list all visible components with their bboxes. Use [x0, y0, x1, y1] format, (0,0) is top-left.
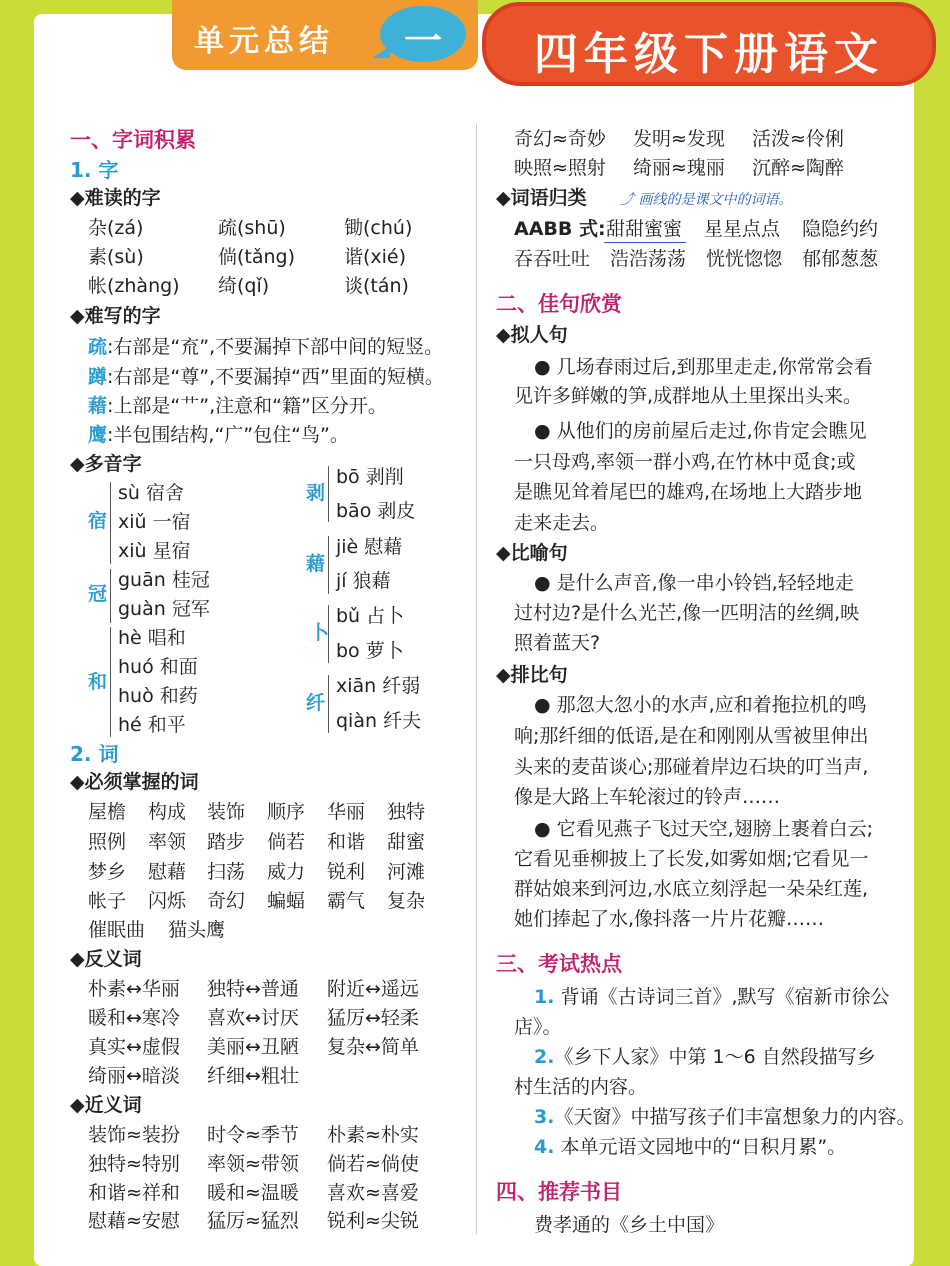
- polyphone-reading: qiàn 纤夫: [336, 710, 422, 732]
- exam-item-line: 店》。: [514, 1016, 562, 1038]
- polyphone-char: 冠: [88, 583, 108, 605]
- polyphone-reading: jiè 慰藉: [336, 536, 403, 558]
- word-item: 威力: [267, 861, 306, 883]
- word-item: 梦乡: [88, 861, 127, 883]
- synonym-item: 和谐≈祥和: [88, 1182, 180, 1204]
- polyphone-char: 卜: [310, 622, 330, 644]
- polyphone-reading: xiǔ 一宿: [118, 511, 191, 533]
- sentence-line: ● 从他们的房前屋后走过,你肯定会瞧见: [534, 420, 867, 442]
- word-item: 踏步: [207, 831, 246, 853]
- synonym-item: 率领≈带领: [207, 1153, 299, 1175]
- item-number: 2.: [534, 1046, 555, 1068]
- hard-write-note: :半包围结构,“广”包住“鸟”。: [107, 424, 349, 446]
- item-text: 《天窗》中描写孩子们丰富想象力的内容。: [554, 1106, 916, 1128]
- sentence-line: 她们捧起了水,像抖落一片片花瓣……: [514, 908, 825, 930]
- category-word: 吞吞吐吐: [514, 248, 591, 270]
- section-title: 二、佳句欣赏: [496, 292, 622, 316]
- hard-write-char: 疏: [88, 336, 108, 358]
- polyphone-reading: bo 萝卜: [336, 640, 404, 662]
- brace: [110, 569, 111, 623]
- word-item: 和谐: [327, 831, 366, 853]
- word-item: 独特: [387, 801, 426, 823]
- antonym-item: 复杂↔简单: [327, 1036, 419, 1058]
- polyphone-char: 藉: [306, 553, 326, 575]
- polyphone-reading: xiān 纤弱: [336, 675, 421, 697]
- exam-item-line: 村生活的内容。: [514, 1076, 648, 1098]
- antonym-item: 纤细↔粗壮: [207, 1065, 299, 1087]
- polyphone-reading: guàn 冠军: [118, 598, 210, 620]
- hard-write-line: [88, 395, 387, 418]
- antonym-item: 附近↔遥远: [327, 978, 419, 1000]
- synonym-item: 独特≈特别: [88, 1153, 180, 1175]
- polyphone-reading: bāo 剥皮: [336, 500, 416, 522]
- char-item: 疏(shū): [218, 217, 286, 239]
- group-title: ◆反义词: [70, 948, 142, 970]
- antonym-item: 真实↔虚假: [88, 1036, 180, 1058]
- note-text: 画线的是课文中的词语。: [638, 192, 793, 208]
- char-item: 杂(zá): [88, 217, 144, 239]
- word-item: 屋檐: [88, 801, 127, 823]
- unit-number-bubble: [380, 6, 466, 62]
- antonym-item: 绮丽↔暗淡: [88, 1065, 180, 1087]
- handwritten-note: ⤴ 画线的是课文中的词语。: [620, 192, 793, 208]
- char-item: 绮(qǐ): [218, 275, 270, 297]
- synonym-item: 朴素≈朴实: [327, 1124, 419, 1146]
- section-title: 四、推荐书目: [496, 1180, 622, 1204]
- item-text: 背诵《古诗词三首》,默写《宿新市徐公: [554, 986, 890, 1008]
- group-title: ◆难读的字: [70, 187, 161, 209]
- word-item: 催眠曲: [88, 919, 146, 941]
- char-item: 帐(zhàng): [88, 275, 180, 297]
- hard-write-line: [88, 424, 349, 447]
- item-number: 4.: [534, 1136, 555, 1158]
- section-title: 一、字词积累: [70, 128, 196, 152]
- polyphone-char: 剥: [306, 482, 326, 504]
- section-title: 三、考试热点: [496, 952, 622, 976]
- hard-write-char: 鹰: [88, 424, 108, 446]
- exam-item: [534, 986, 890, 1009]
- group-title: ◆拟人句: [496, 324, 568, 346]
- group-title: ◆必须掌握的词: [70, 771, 199, 793]
- antonym-item: 美丽↔丑陋: [207, 1036, 299, 1058]
- synonym-item: 慰藉≈安慰: [88, 1210, 180, 1232]
- category-word: 隐隐约约: [802, 218, 879, 240]
- sentence-line: 头来的麦苗谈心;那碰着岸边石块的叮当声,: [514, 756, 869, 778]
- word-item: 照例: [88, 831, 127, 853]
- word-item: 装饰: [207, 801, 246, 823]
- group-title: ◆多音字: [70, 453, 142, 475]
- word-item: 华丽: [327, 801, 366, 823]
- synonym-item: 时令≈季节: [207, 1124, 299, 1146]
- hard-write-note: :上部是“艹”,注意和“籍”区分开。: [107, 395, 387, 417]
- char-item: 倘(tǎng): [218, 246, 296, 268]
- category-word: 星星点点: [704, 218, 781, 240]
- item-text: 《乡下人家》中第 1～6 自然段描写乡: [554, 1046, 876, 1068]
- grade-title: 四年级下册语文: [534, 29, 884, 80]
- antonym-item: 朴素↔华丽: [88, 978, 180, 1000]
- sentence-line: 过村边?是什么光芒,像一匹明洁的丝绸,映: [514, 602, 860, 624]
- word-item: 锐利: [327, 861, 366, 883]
- sentence-line: ● 是什么声音,像一串小铃铛,轻轻地走: [534, 572, 854, 594]
- polyphone-reading: jí 狼藉: [336, 570, 391, 592]
- word-item: 猫头鹰: [168, 919, 226, 941]
- group-title: ◆词语归类: [496, 187, 587, 209]
- item-number: 3.: [534, 1106, 555, 1128]
- grade-banner: [482, 2, 936, 86]
- sentence-line: ● 几场春雨过后,到那里走走,你常常会看: [534, 356, 873, 378]
- word-item: 闪烁: [148, 890, 187, 912]
- group-title: ◆近义词: [70, 1094, 142, 1116]
- unit-label: 单元总结: [194, 24, 334, 59]
- brace: [110, 482, 111, 564]
- antonym-item: 暖和↔寒冷: [88, 1007, 180, 1029]
- polyphone-char: 和: [88, 671, 108, 693]
- group-title: ◆比喻句: [496, 542, 568, 564]
- book-recommendation: 费孝通的《乡土中国》: [534, 1214, 725, 1236]
- synonym-item: 沉醉≈陶醉: [752, 157, 844, 179]
- category-word: 恍恍惚惚: [706, 248, 783, 270]
- subsection-title: 1. 字: [70, 158, 119, 182]
- exam-item: [534, 1106, 915, 1129]
- synonym-item: 猛厉≈猛烈: [207, 1210, 299, 1232]
- brace: [328, 675, 329, 733]
- polyphone-reading: huó 和面: [118, 656, 198, 678]
- polyphone-reading: guān 桂冠: [118, 569, 210, 591]
- word-item: 扫荡: [207, 861, 246, 883]
- word-item: 霸气: [327, 890, 366, 912]
- synonym-item: 发明≈发现: [633, 128, 725, 150]
- column-divider: [476, 124, 477, 1234]
- synonym-item: 喜欢≈喜爱: [327, 1182, 419, 1204]
- unit-number: 一: [403, 19, 442, 63]
- antonym-item: 独特↔普通: [207, 978, 299, 1000]
- brace: [328, 466, 329, 522]
- sentence-line: ● 那忽大忽小的水声,应和着拖拉机的鸣: [534, 694, 867, 716]
- synonym-item: 映照≈照射: [514, 157, 606, 179]
- word-item: 倘若: [267, 831, 306, 853]
- antonym-item: 喜欢↔讨厌: [207, 1007, 299, 1029]
- hard-write-char: 藉: [88, 395, 108, 417]
- char-item: 锄(chú): [344, 217, 413, 239]
- sentence-line: 一只母鸡,率领一群小鸡,在竹林中觅食;或: [514, 451, 856, 473]
- sentence-line: 群姑娘来到河边,水底立刻浮起一朵朵红莲,: [514, 878, 869, 900]
- word-item: 河滩: [387, 861, 426, 883]
- exam-item: [534, 1136, 846, 1159]
- word-item: 帐子: [88, 890, 127, 912]
- antonym-item: 猛厉↔轻柔: [327, 1007, 419, 1029]
- synonym-item: 暖和≈温暖: [207, 1182, 299, 1204]
- group-title: ◆排比句: [496, 664, 568, 686]
- word-item: 率领: [148, 831, 187, 853]
- sentence-line: 是瞧见耸着尾巴的雄鸡,在场地上大踏步地: [514, 481, 863, 503]
- word-item: 复杂: [387, 890, 426, 912]
- sentence-line: 它看见垂柳披上了长发,如雾如烟;它看见一: [514, 848, 869, 870]
- synonym-item: 装饰≈装扮: [88, 1124, 180, 1146]
- category-word: 浩浩荡荡: [610, 248, 687, 270]
- item-text: 本单元语文园地中的“日积月累”。: [554, 1136, 847, 1158]
- char-item: 谐(xié): [344, 246, 407, 268]
- polyphone-reading: hé 和平: [118, 714, 186, 736]
- subsection-title: 2. 词: [70, 742, 119, 766]
- sentence-line: 像是大路上车轮滚过的铃声……: [514, 786, 781, 808]
- word-item: 蝙蝠: [267, 890, 306, 912]
- polyphone-char: 宿: [88, 510, 108, 532]
- category-word: 郁郁葱葱: [802, 248, 879, 270]
- group-title: ◆难写的字: [70, 305, 161, 327]
- polyphone-reading: bǔ 占卜: [336, 605, 405, 627]
- sentence-line: 照着蓝天?: [514, 632, 601, 654]
- polyphone-char: 纤: [306, 692, 326, 714]
- hard-write-note: :右部是“尊”,不要漏掉“西”里面的短横。: [107, 366, 444, 388]
- synonym-item: 倘若≈倘使: [327, 1153, 419, 1175]
- word-item: 甜蜜: [387, 831, 426, 853]
- exam-item: [534, 1046, 876, 1069]
- synonym-item: 锐利≈尖锐: [327, 1210, 419, 1232]
- word-item: 慰藉: [148, 861, 187, 883]
- synonym-item: 活泼≈伶俐: [752, 128, 844, 150]
- word-item: 奇幻: [207, 890, 246, 912]
- brace: [328, 536, 329, 594]
- char-item: 素(sù): [88, 246, 144, 268]
- polyphone-reading: hè 唱和: [118, 627, 186, 649]
- category-word: 甜甜蜜蜜: [606, 218, 683, 240]
- synonym-item: 绮丽≈瑰丽: [633, 157, 725, 179]
- brace: [110, 627, 111, 737]
- item-number: 1.: [534, 986, 555, 1008]
- char-item: 谈(tán): [344, 275, 409, 297]
- word-item: 顺序: [267, 801, 306, 823]
- sentence-line: 见许多鲜嫩的笋,成群地从土里探出头来。: [514, 385, 863, 407]
- underline: [604, 242, 686, 243]
- hard-write-char: 蹲: [88, 366, 108, 388]
- polyphone-reading: huò 和药: [118, 685, 198, 707]
- sentence-line: ● 它看见燕子飞过天空,翅膀上裹着白云;: [534, 818, 874, 840]
- polyphone-reading: xiù 星宿: [118, 540, 191, 562]
- hard-write-note: :右部是“㐬”,不要漏掉下部中间的短竖。: [107, 336, 444, 358]
- polyphone-reading: sù 宿舍: [118, 482, 184, 504]
- synonym-item: 奇幻≈奇妙: [514, 128, 606, 150]
- sentence-line: 响;那纤细的低语,是在和刚刚从雪被里伸出: [514, 725, 869, 747]
- category-label: AABB 式:: [514, 218, 606, 240]
- sentence-line: 走来走去。: [514, 512, 610, 534]
- polyphone-reading: bō 剥削: [336, 466, 404, 488]
- unit-banner: [172, 0, 478, 70]
- hard-write-line: [88, 366, 444, 389]
- brace: [328, 605, 329, 663]
- hard-write-line: [88, 336, 443, 359]
- word-item: 构成: [148, 801, 187, 823]
